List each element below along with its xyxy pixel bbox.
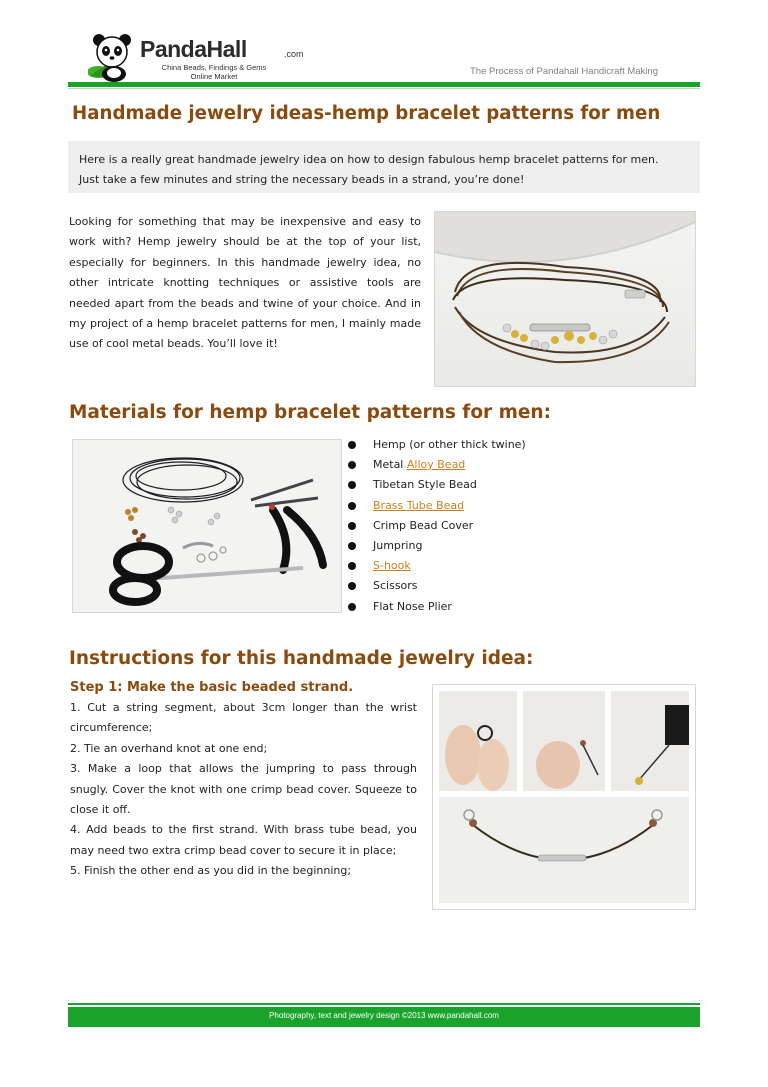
bullet-icon <box>348 603 356 611</box>
materials-heading: Materials for hemp bracelet patterns for men: <box>69 402 551 423</box>
list-item <box>346 597 646 617</box>
list-item <box>346 556 646 576</box>
intro-text <box>79 150 699 190</box>
item-text: Tibetan Style Bead <box>373 478 477 492</box>
header-divider-thin <box>68 88 700 89</box>
bracelet-photo <box>434 211 696 387</box>
intro-line-2: Just take a few minutes and string the necessary beads in a strand, you’re done! <box>79 173 525 186</box>
tagline-line-2: Online Market <box>190 71 238 81</box>
brand-name: PandaHall <box>140 36 247 62</box>
bullet-icon <box>348 562 356 570</box>
pandahall-logo[interactable] <box>88 28 318 86</box>
list-item <box>346 435 646 455</box>
bullet-icon <box>348 542 356 550</box>
panda-mascot-icon <box>88 32 140 82</box>
brass-tube-bead-link[interactable]: Brass Tube Bead <box>373 498 465 512</box>
bullet-icon <box>348 522 356 530</box>
list-item <box>346 496 646 516</box>
materials-photo <box>72 439 342 613</box>
footer-divider <box>68 1003 700 1005</box>
item-text: Scissors <box>373 579 418 593</box>
step-item: 2. Tie an overhand knot at one end; <box>70 741 268 755</box>
step-images-icon <box>433 685 695 909</box>
list-item <box>346 455 646 475</box>
bullet-icon <box>348 481 356 489</box>
materials-image-icon <box>73 440 341 612</box>
list-item <box>346 536 646 556</box>
step-photos <box>432 684 696 910</box>
alloy-bead-link[interactable]: Alloy Bead <box>406 458 466 472</box>
header-divider <box>68 82 700 87</box>
list-item <box>346 475 646 495</box>
step-item: 3. Make a loop that allows the jumpring to pass through snugly. Cover the knot with one crimp bead cover. Squeeze to close it off. <box>70 762 417 817</box>
item-text: Jumpring <box>373 538 423 552</box>
item-text: Crimp Bead Cover <box>373 518 474 532</box>
item-text: Metal <box>373 458 407 472</box>
item-text: Hemp (or other thick twine) <box>373 438 526 451</box>
step-title: Step 1: Make the basic beaded strand. <box>70 680 354 695</box>
step-list <box>70 698 417 882</box>
footer-text: Photography, text and jewelry design ©2013 www.pandahall.com <box>269 1011 499 1020</box>
bullet-icon <box>348 502 356 510</box>
step-item: 1. Cut a string segment, about 3cm longer than the wrist circumference; <box>70 701 417 735</box>
page-title: Handmade jewelry ideas-hemp bracelet patterns for men <box>72 103 661 124</box>
s-hook-link[interactable]: S-hook <box>373 559 411 573</box>
brand-suffix: .com <box>284 49 304 59</box>
tagline-line-1: China Beads, Findings & Gems <box>161 63 267 72</box>
bullet-icon <box>348 461 356 469</box>
instructions-heading: Instructions for this handmade jewelry idea: <box>69 648 534 669</box>
materials-list <box>346 435 646 617</box>
header-subtitle: The Process of Pandahall Handicraft Making <box>470 66 658 77</box>
step-item: 5. Finish the other end as you did in the beginning; <box>70 864 352 878</box>
item-text: Flat Nose Plier <box>373 599 452 613</box>
intro-paragraph: Looking for something that may be inexpensive and easy to work with? Hemp jewelry should be at the top of your list, especially for beginners. In this handmade jewelry idea, no other intricate knotting techniques or assistive tools are needed apart from the beads and twine of your choice. And in my project of a hemp bracelet patterns for men, I mainly made use of cool metal beads. You’ll love it! <box>69 215 421 351</box>
bracelet-image-icon <box>435 212 695 386</box>
bullet-icon <box>348 441 356 449</box>
list-item <box>346 576 646 596</box>
bullet-icon <box>348 582 356 590</box>
brand-tagline <box>150 64 278 81</box>
step-item: 4. Add beads to the first strand. With brass tube bead, you may need two extra crimp bead cover to secure it in place; <box>70 823 417 857</box>
list-item <box>346 516 646 536</box>
intro-line-1: Here is a really great handmade jewelry idea on how to design fabulous hemp bracelet patterns for men. <box>79 153 659 166</box>
